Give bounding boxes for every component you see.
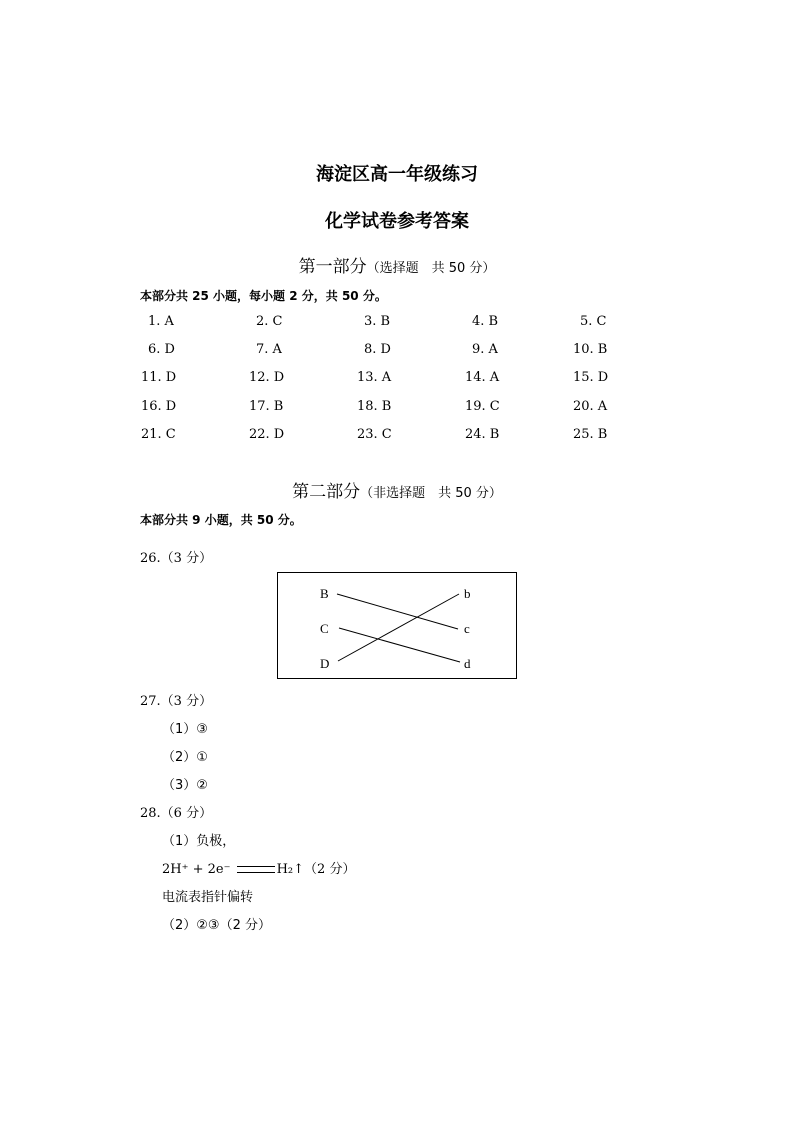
match-left-3: D xyxy=(320,656,330,671)
match-line-B-c xyxy=(337,594,458,629)
answer-item: 22. D xyxy=(249,427,285,442)
answer-item: 5. C xyxy=(580,314,607,329)
part1-heading-sub: （选择题 共 50 分） xyxy=(366,261,496,276)
q28-line1: （1）负极， xyxy=(162,834,236,849)
match-right-1: b xyxy=(464,586,471,601)
answer-item: 24. B xyxy=(465,427,500,442)
answer-item: 3. B xyxy=(364,314,391,329)
answer-item: 13. A xyxy=(357,370,392,385)
part1-heading-text: 第一部分 xyxy=(298,257,367,277)
match-left-1: B xyxy=(320,586,329,601)
q27-item-3: （3）② xyxy=(162,778,208,793)
answer-item: 14. A xyxy=(465,370,500,385)
answer-item: 15. D xyxy=(573,370,609,385)
q28-line4: （2）②③（2 分） xyxy=(162,918,271,933)
q28-eq-right: H₂↑（2 分） xyxy=(276,862,356,877)
q28-eq-left: 2H⁺ + 2e⁻ xyxy=(162,862,235,877)
answer-item: 6. D xyxy=(148,342,175,357)
answer-item: 9. A xyxy=(472,342,498,357)
answer-item: 17. B xyxy=(249,399,284,414)
answer-item: 21. C xyxy=(141,427,176,442)
part1-heading xyxy=(0,252,794,277)
q27-item-2: （2）① xyxy=(162,750,208,765)
q27-item-1: （1）③ xyxy=(162,722,208,737)
answer-item: 2. C xyxy=(256,314,283,329)
match-right-3: d xyxy=(464,656,471,671)
match-lines xyxy=(278,573,516,678)
q26-label: 26.（3 分） xyxy=(140,551,213,566)
answer-item: 7. A xyxy=(256,342,282,357)
part2-heading-sub: （非选择题 共 50 分） xyxy=(360,486,502,501)
q27-label: 27.（3 分） xyxy=(140,694,213,709)
matching-diagram xyxy=(277,572,517,679)
answer-item: 18. B xyxy=(357,399,392,414)
part2-heading-text: 第二部分 xyxy=(292,482,361,502)
answer-item: 11. D xyxy=(141,370,177,385)
part1-note: 本部分共 25 小题，每小题 2 分，共 50 分。 xyxy=(140,289,387,303)
answer-item: 25. B xyxy=(573,427,608,442)
answer-item: 23. C xyxy=(357,427,392,442)
answer-item: 1. A xyxy=(148,314,174,329)
equals-sign xyxy=(237,866,275,873)
match-right-2: c xyxy=(464,621,470,636)
match-line-D-b xyxy=(338,594,459,661)
q28-label: 28.（6 分） xyxy=(140,806,213,821)
q28-line3: 电流表指针偏转 xyxy=(162,890,254,905)
answer-item: 16. D xyxy=(141,399,177,414)
part2-heading xyxy=(0,477,794,502)
match-left-2: C xyxy=(320,621,329,636)
q28-equation xyxy=(162,858,355,877)
answer-item: 8. D xyxy=(364,342,391,357)
answer-item: 20. A xyxy=(573,399,608,414)
part2-note: 本部分共 9 小题，共 50 分。 xyxy=(140,513,302,527)
answer-item: 4. B xyxy=(472,314,499,329)
page-title: 海淀区高一年级练习 xyxy=(316,164,478,185)
answer-item: 12. D xyxy=(249,370,285,385)
match-line-C-d xyxy=(339,628,460,662)
page-subtitle: 化学试卷参考答案 xyxy=(325,211,469,232)
answer-item: 19. C xyxy=(465,399,500,414)
answer-item: 10. B xyxy=(573,342,608,357)
